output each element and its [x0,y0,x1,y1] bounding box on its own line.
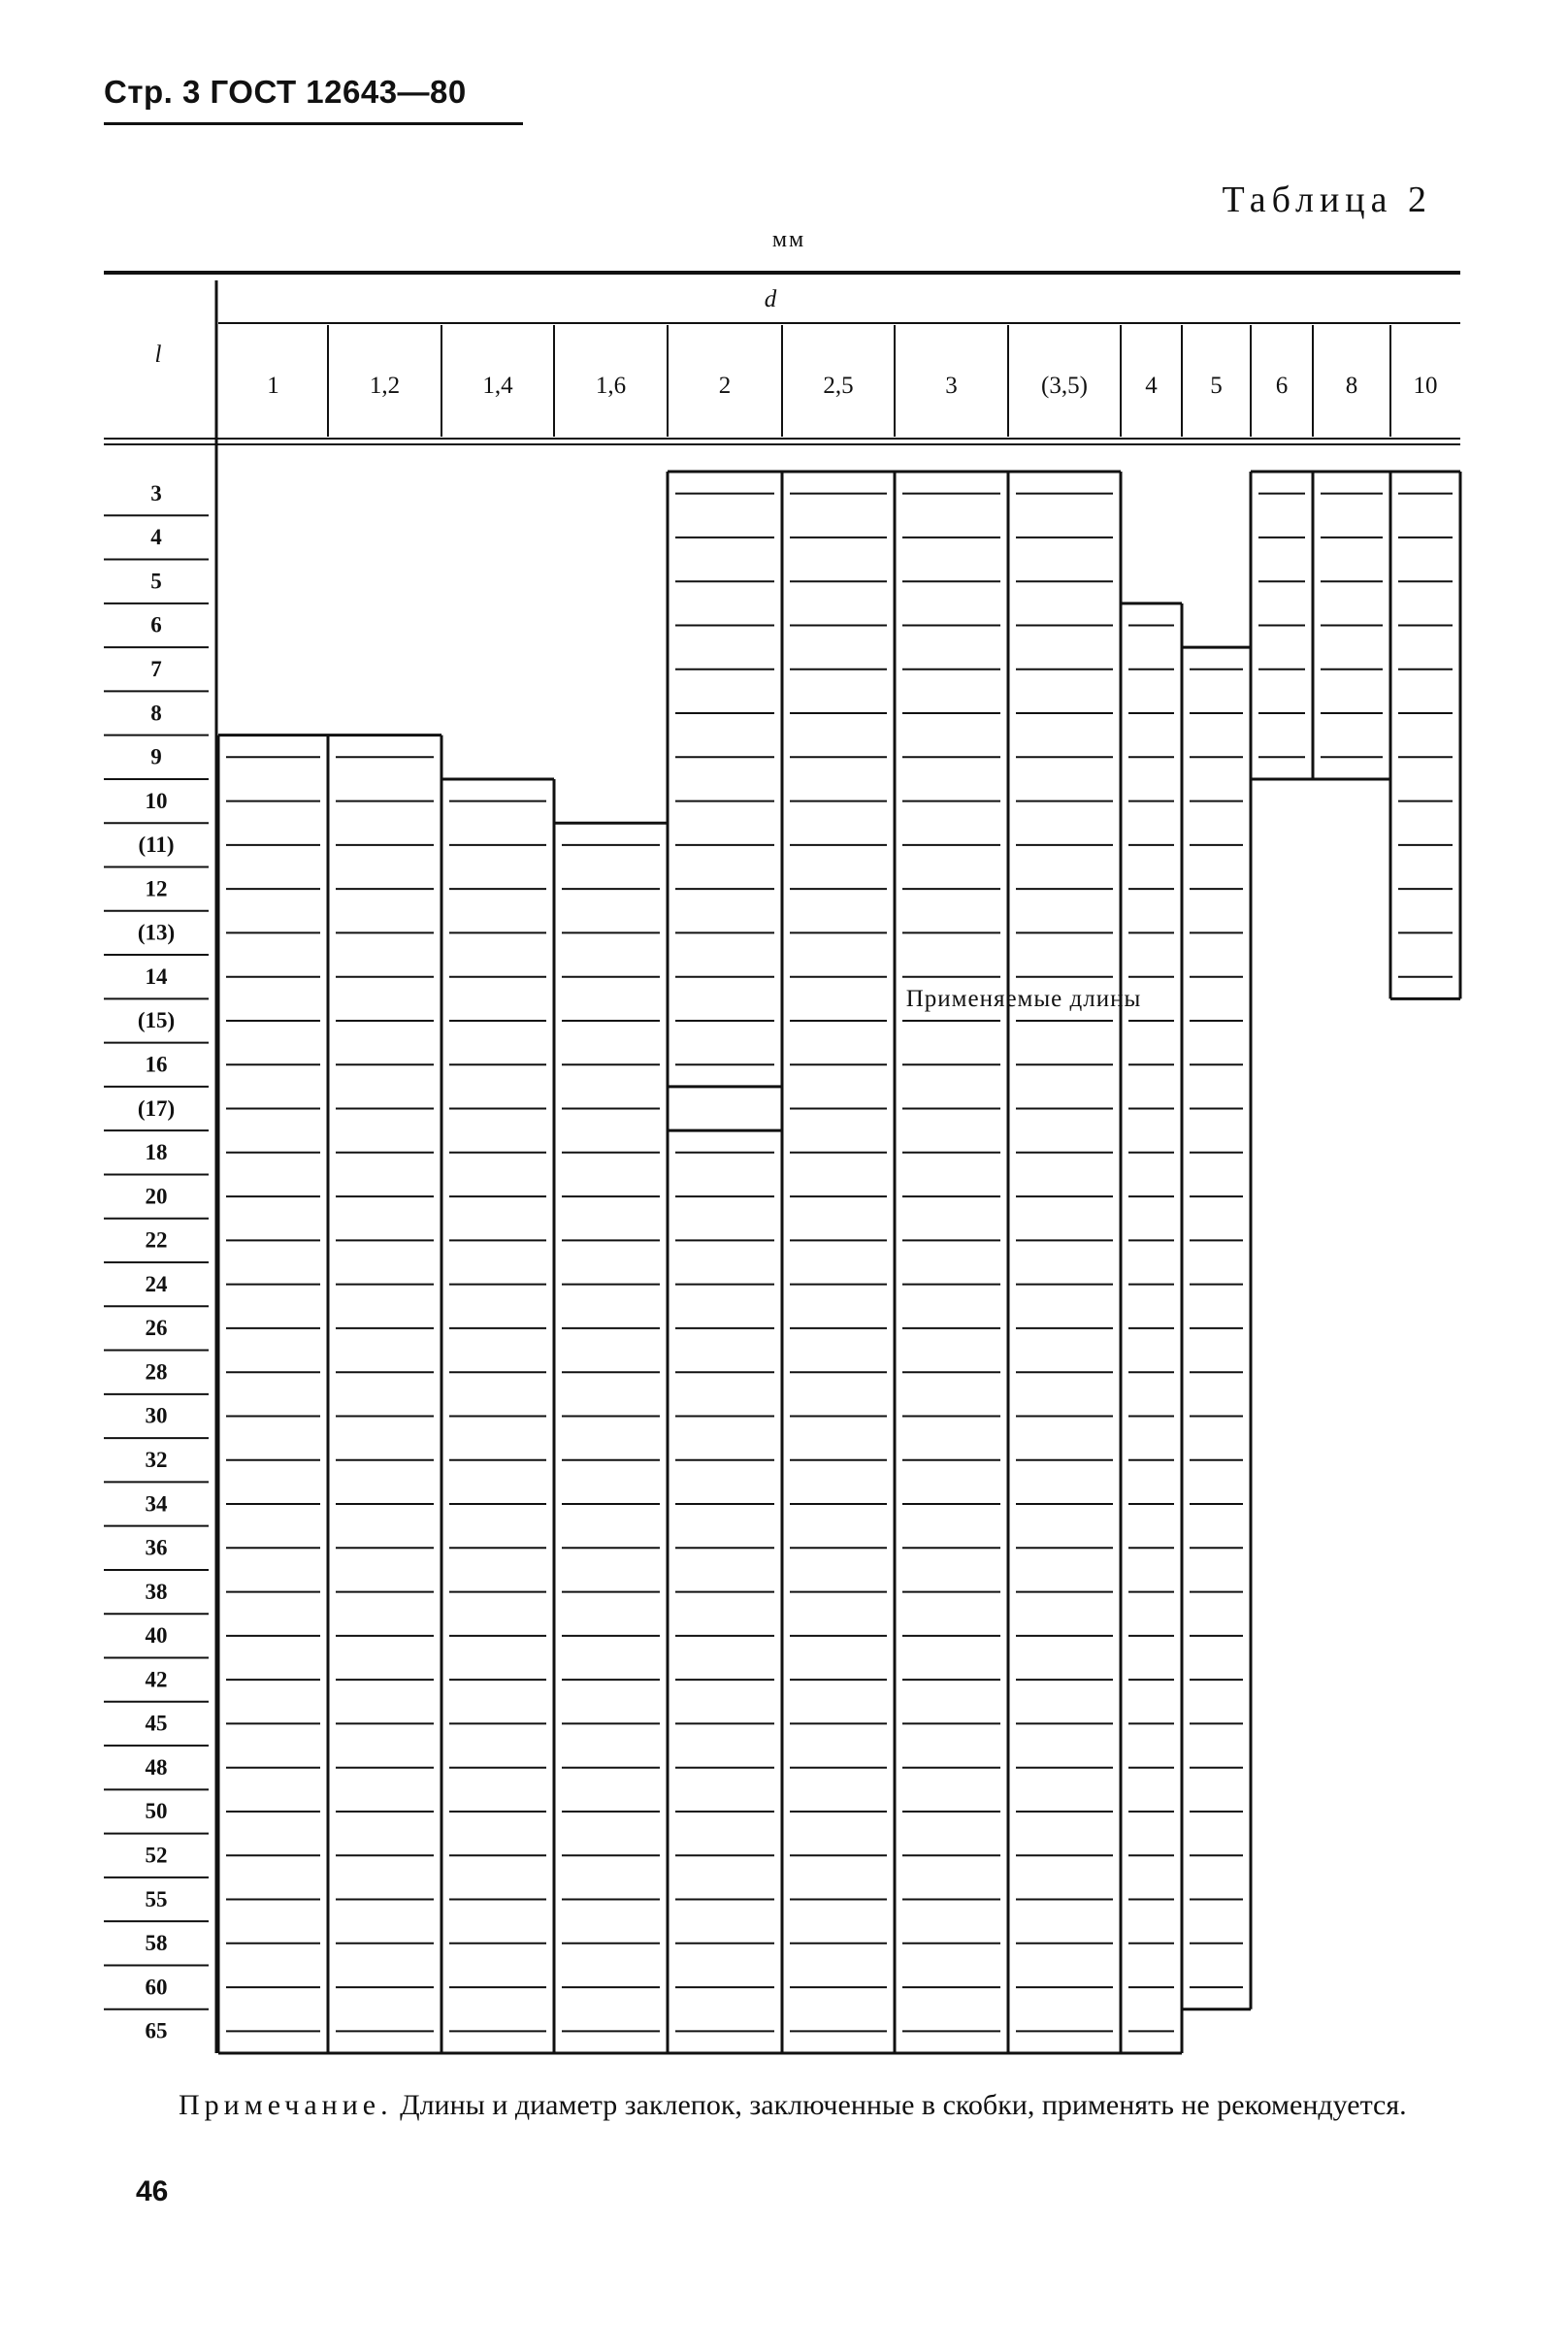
row-label: 28 [145,1359,168,1385]
note [179,2084,1461,2127]
table-labels [138,286,1438,2043]
row-header-l: l [154,342,162,368]
row-label: 14 [145,964,168,989]
column-header: 1,6 [595,373,627,399]
row-label: 8 [150,701,162,726]
column-header: 10 [1413,373,1438,399]
row-label: (15) [137,1008,176,1033]
row-label: (13) [137,920,176,945]
row-label: 3 [150,480,162,506]
row-label: 36 [145,1535,168,1560]
row-label: 50 [145,1799,168,1824]
row-label: 55 [145,1886,168,1911]
row-label: 45 [145,1711,168,1736]
row-label: 52 [145,1843,168,1868]
row-label: 7 [150,656,162,681]
row-label: 5 [150,569,162,594]
column-header: 1,4 [482,373,513,399]
note-text: Длины и диаметр заклепок, заключенные в скобки, применять не рекомендуется. [400,2089,1407,2121]
table-cells [218,472,1460,2053]
row-label: 65 [145,2018,168,2043]
row-label: 58 [145,1931,168,1956]
column-header: 2,5 [823,373,854,399]
row-label: 24 [145,1271,168,1296]
column-header: 6 [1275,373,1289,399]
row-label: 16 [145,1052,168,1077]
column-header: 2 [718,373,732,399]
note-label: Примечание. [179,2089,393,2121]
column-header: 1 [267,373,279,399]
row-label: 20 [145,1184,168,1209]
row-label: 12 [145,876,168,901]
row-label: 26 [145,1316,168,1341]
row-label: (11) [138,833,175,858]
row-label: 34 [145,1491,168,1517]
applied-lengths-label: Применяемые длины [905,986,1142,1012]
row-label: 60 [145,1975,168,2000]
row-label: 18 [145,1140,168,1165]
row-label: 4 [150,525,162,550]
row-label: 30 [145,1403,168,1428]
row-label: 32 [145,1447,168,1472]
row-label: 22 [145,1227,168,1253]
table-label: Таблица 2 [1222,180,1432,220]
column-group-header-d: d [764,286,777,312]
column-header: 5 [1210,373,1223,399]
column-header: 3 [945,373,958,399]
row-label: 48 [145,1754,168,1780]
column-header: 4 [1145,373,1158,399]
column-header: (3,5) [1041,373,1088,399]
row-label: (17) [137,1095,176,1121]
column-header: 1,2 [369,373,401,399]
running-header: Стр. 3 ГОСТ 12643—80 [104,74,467,110]
row-label: 10 [145,788,168,813]
page-number: 46 [136,2175,169,2207]
row-label: 6 [150,612,162,637]
unit-label: мм [771,227,806,252]
row-label: 42 [145,1667,168,1692]
row-label: 9 [150,744,162,769]
row-label: 38 [145,1579,168,1604]
column-header: 8 [1345,373,1358,399]
row-label: 40 [145,1623,168,1649]
